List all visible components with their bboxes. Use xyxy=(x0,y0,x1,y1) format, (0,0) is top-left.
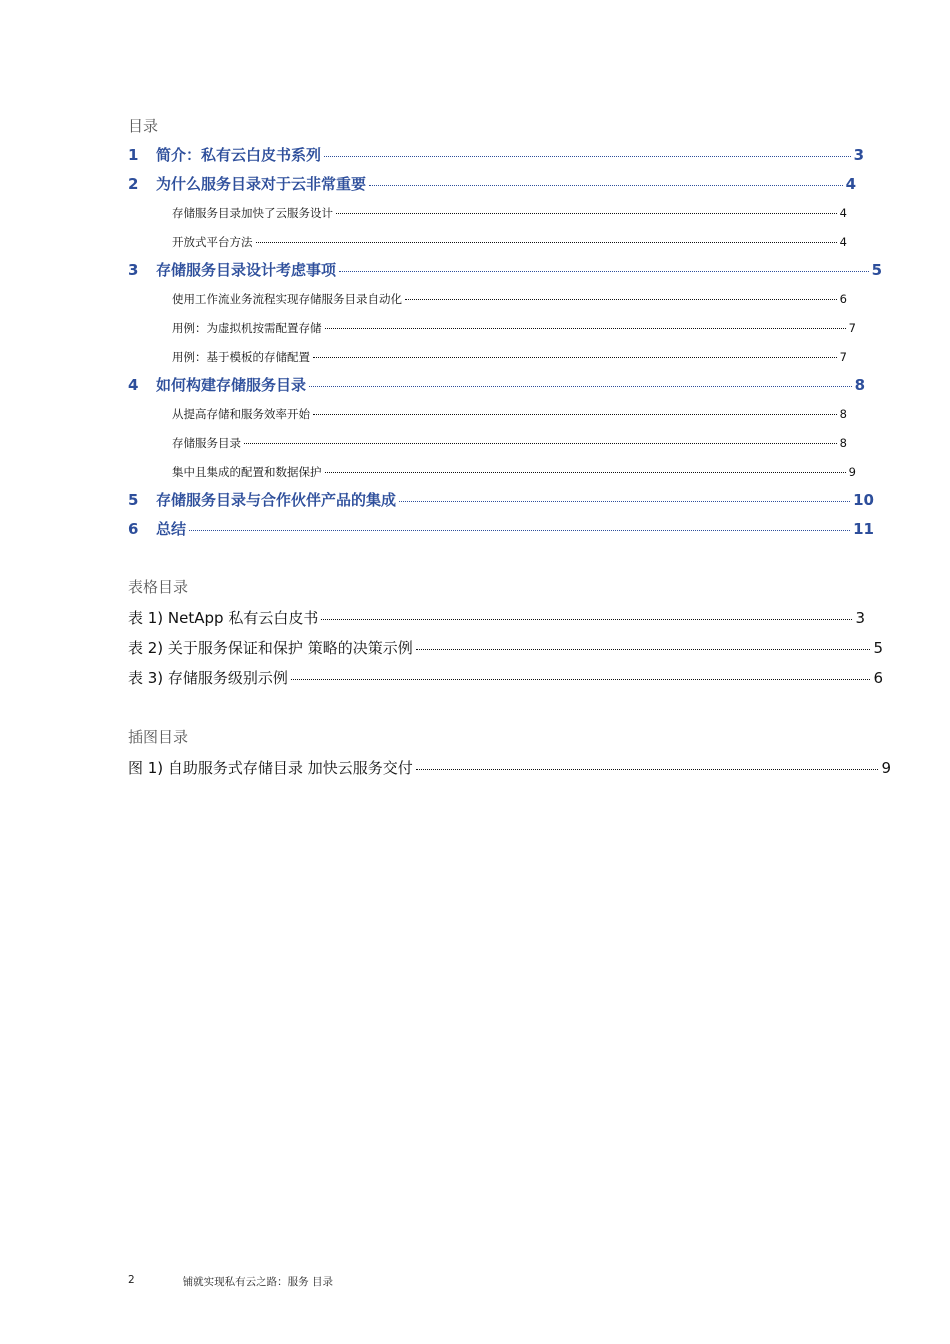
toc-entry-page: 3 xyxy=(853,146,864,164)
toc-entry-title: 存储服务目录 xyxy=(172,436,241,450)
tables-list-entry-title: 表 1) NetApp 私有云白皮书 xyxy=(128,609,319,627)
toc-entry-number: 5 xyxy=(128,491,139,509)
toc-entry-section[interactable] xyxy=(172,234,847,250)
tables-list-heading: 表格目录 xyxy=(128,578,189,596)
dot-leader xyxy=(309,386,852,387)
toc-entry-number: 3 xyxy=(128,261,139,279)
toc-entry-page: 10 xyxy=(853,491,874,509)
dot-leader xyxy=(313,414,837,415)
toc-entry-page: 4 xyxy=(845,175,856,193)
dot-leader xyxy=(313,357,837,358)
tables-list-entry[interactable] xyxy=(128,608,865,628)
toc-entry-section[interactable] xyxy=(172,349,847,365)
tables-list-entry-page: 6 xyxy=(873,669,883,687)
figures-list-entry[interactable] xyxy=(128,758,891,778)
footer-page-number: 2 xyxy=(128,1274,135,1286)
toc-entry-page: 5 xyxy=(871,261,882,279)
tables-list-entry-page: 3 xyxy=(855,609,865,627)
dot-leader xyxy=(189,530,850,531)
toc-entry-title: 从提高存储和服务效率开始 xyxy=(172,407,310,421)
dot-leader xyxy=(416,649,871,650)
toc-entry-chapter-6[interactable] xyxy=(128,519,874,539)
toc-entry-page: 7 xyxy=(839,350,847,364)
toc-entry-chapter-5[interactable] xyxy=(128,490,874,510)
tables-list-entry-title: 表 2) 关于服务保证和保护 策略的决策示例 xyxy=(128,639,413,657)
toc-entry-page: 4 xyxy=(839,206,847,220)
toc-entry-chapter-4[interactable] xyxy=(128,375,865,395)
toc-entry-chapter-2[interactable] xyxy=(128,174,856,194)
toc-entry-section[interactable] xyxy=(172,435,847,451)
toc-entry-number: 2 xyxy=(128,175,139,193)
toc-entry-page: 9 xyxy=(848,465,856,479)
footer-document-title: 铺就实现私有云之路：服务 目录 xyxy=(182,1276,334,1288)
toc-entry-title: 存储服务目录与合作伙伴产品的集成 xyxy=(156,491,397,509)
toc-entry-page: 8 xyxy=(839,407,847,421)
toc-entry-number: 4 xyxy=(128,376,139,394)
figures-list-entry-title: 图 1) 自助服务式存储目录 加快云服务交付 xyxy=(128,759,413,777)
toc-entry-page: 6 xyxy=(839,292,847,306)
toc-heading: 目录 xyxy=(128,117,159,135)
toc-entry-section[interactable] xyxy=(172,291,847,307)
toc-entry-title: 存储服务目录加快了云服务设计 xyxy=(172,206,333,220)
toc-entry-title: 存储服务目录设计考虑事项 xyxy=(156,261,337,279)
toc-entry-title: 简介：私有云白皮书系列 xyxy=(156,146,322,164)
tables-list-entry-page: 5 xyxy=(873,639,883,657)
dot-leader xyxy=(339,271,869,272)
tables-list-entry[interactable] xyxy=(128,638,883,658)
toc-entry-section[interactable] xyxy=(172,464,856,480)
dot-leader xyxy=(256,242,837,243)
toc-entry-section[interactable] xyxy=(172,406,847,422)
toc-entry-title: 开放式平台方法 xyxy=(172,235,253,249)
toc-entry-chapter-1[interactable] xyxy=(128,145,864,165)
toc-entry-title: 总结 xyxy=(156,520,187,538)
figures-list-entry-page: 9 xyxy=(881,759,891,777)
toc-entry-page: 4 xyxy=(839,235,847,249)
toc-entry-title: 用例：基于模板的存储配置 xyxy=(172,350,310,364)
toc-entry-title: 集中且集成的配置和数据保护 xyxy=(172,465,322,479)
toc-entry-section[interactable] xyxy=(172,205,847,221)
toc-entry-title: 如何构建存储服务目录 xyxy=(156,376,307,394)
dot-leader xyxy=(324,156,851,157)
dot-leader xyxy=(369,185,843,186)
dot-leader xyxy=(321,619,852,620)
dot-leader xyxy=(336,213,837,214)
dot-leader xyxy=(405,299,837,300)
dot-leader xyxy=(244,443,837,444)
page-footer xyxy=(128,1274,333,1289)
toc-entry-number: 1 xyxy=(128,146,139,164)
toc-entry-page: 11 xyxy=(853,520,874,538)
dot-leader xyxy=(416,769,879,770)
figures-list-heading: 插图目录 xyxy=(128,728,189,746)
toc-entry-title: 为什么服务目录对于云非常重要 xyxy=(156,175,367,193)
toc-entry-chapter-3[interactable] xyxy=(128,260,882,280)
toc-entry-number: 6 xyxy=(128,520,139,538)
toc-entry-section[interactable] xyxy=(172,320,856,336)
dot-leader xyxy=(399,501,850,502)
dot-leader xyxy=(325,472,846,473)
toc-entry-title: 使用工作流业务流程实现存储服务目录自动化 xyxy=(172,292,402,306)
dot-leader xyxy=(325,328,846,329)
toc-entry-page: 8 xyxy=(839,436,847,450)
dot-leader xyxy=(291,679,871,680)
tables-list-entry[interactable] xyxy=(128,668,883,688)
toc-entry-page: 7 xyxy=(848,321,856,335)
tables-list-entry-title: 表 3) 存储服务级别示例 xyxy=(128,669,288,687)
toc-entry-page: 8 xyxy=(854,376,865,394)
toc-entry-title: 用例：为虚拟机按需配置存储 xyxy=(172,321,322,335)
